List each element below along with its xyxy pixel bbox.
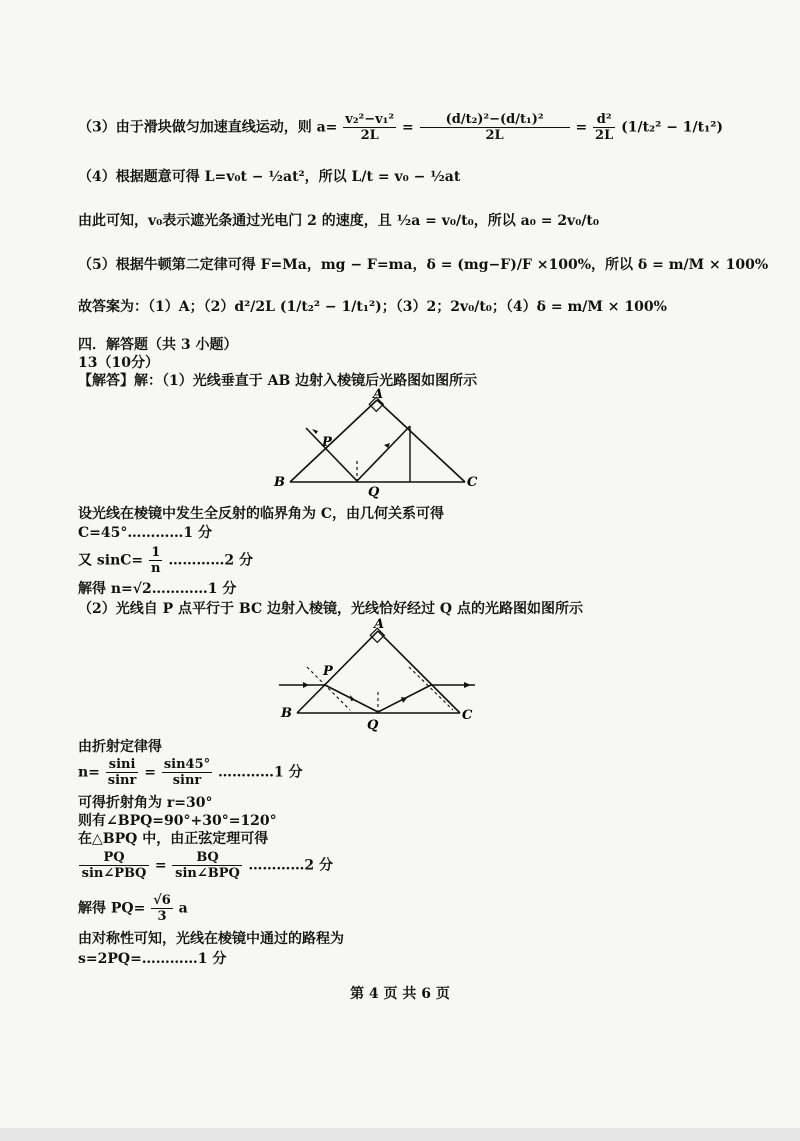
frac-dt-num: (d/t₂)²−(d/t₁)² xyxy=(420,112,570,128)
vertex-a-label-2: A xyxy=(374,617,385,632)
vertex-b-label-2: B xyxy=(281,706,292,721)
frac-1-n-num: 1 xyxy=(149,545,162,561)
frac-pq-den: sin∠PBQ xyxy=(81,866,147,881)
frac-sini xyxy=(106,757,139,788)
page-footer: 第 4 页 共 6 页 xyxy=(350,986,450,1002)
frac-dt xyxy=(420,112,570,143)
frac-sini-den: sinr xyxy=(107,773,137,788)
vertex-c-label: C xyxy=(467,475,478,490)
para-part2: （2）光线自 P 点平行于 BC 边射入棱镜，光线恰好经过 Q 点的光路图如图所示 xyxy=(78,601,583,617)
vertex-c-label-2: C xyxy=(462,708,473,723)
answer-tag: 【解答】 xyxy=(78,373,134,389)
frac-1-n-den: n xyxy=(151,561,161,576)
line-part5: （5）根据牛顿第二定律可得 F=Ma，mg − F=ma，δ = (mg−F)/F ×100%，所以 δ = m/M × 100% xyxy=(78,257,769,273)
frac-v-num: v₂²−v₁² xyxy=(345,112,395,127)
frac-root6 xyxy=(151,893,173,924)
line-part3 xyxy=(78,112,723,143)
para-refraction-law: 由折射定律得 xyxy=(78,739,162,755)
para-sine-law: 在△BPQ 中，由正弦定理可得 xyxy=(78,831,269,847)
point-q-label-2: Q xyxy=(367,718,379,733)
point-p-label-2: P xyxy=(323,664,333,679)
bottom-band xyxy=(0,1128,800,1141)
frac-v xyxy=(343,112,396,143)
pq-prefix: 解得 PQ= xyxy=(78,900,146,917)
frac-d2-den: 2L xyxy=(595,128,614,143)
frac-sin45-den: sinr xyxy=(172,773,202,788)
part3-tail: (1/t₂² − 1/t₁²) xyxy=(621,119,724,136)
sine-equals: = xyxy=(154,857,167,874)
equals-2: = xyxy=(575,119,588,136)
frac-v-den: 2L xyxy=(360,128,379,143)
snell-equals: = xyxy=(144,764,156,781)
frac-sini-num: sini xyxy=(106,757,139,773)
frac-bq-den: sin∠BPQ xyxy=(175,866,240,881)
frac-pq-num: PQ xyxy=(79,850,149,866)
prism-figure-1 xyxy=(270,388,490,500)
para-c45: C=45°…………1 分 xyxy=(78,525,212,541)
snell-score: …………1 分 xyxy=(218,764,303,781)
frac-sin45 xyxy=(162,757,212,788)
para-critical-angle: 设光线在棱镜中发生全反射的临界角为 C，由几何关系可得 xyxy=(78,506,445,522)
para-n-result: 解得 n=√2…………1 分 xyxy=(78,581,237,597)
para-sine-eq xyxy=(78,850,333,881)
sinc-prefix: 又 sinC= xyxy=(78,552,144,569)
frac-1-n xyxy=(149,545,162,576)
snell-prefix: n= xyxy=(78,764,100,781)
point-p-label: P xyxy=(322,435,332,450)
frac-sin45-num: sin45° xyxy=(163,757,211,772)
para-pq-result xyxy=(78,893,188,924)
prism-figure-2 xyxy=(275,615,495,735)
para-angle-bpq: 则有∠BPQ=90°+30°=120° xyxy=(78,813,277,829)
answer-text-1: 解：（1）光线垂直于 AB 边射入棱镜后光路图如图所示 xyxy=(134,373,478,389)
line-derivation: 由此可知，v₀表示遮光条通过光电门 2 的速度，且 ½a = v₀/t₀，所以 a₀ = 2v₀/t₀ xyxy=(78,213,600,229)
frac-dt-den: 2L xyxy=(485,128,504,143)
line-part4: （4）根据题意可得 L=v₀t − ½at²，所以 L/t = v₀ − ½at xyxy=(78,169,461,185)
line-answers: 故答案为：（1）A；（2）d²/2L (1/t₂² − 1/t₁²)；（3）2；2v₀/t₀；（4）δ = m/M × 100% xyxy=(78,299,667,315)
frac-root6-num: √6 xyxy=(153,893,171,908)
frac-pq xyxy=(79,850,149,881)
question-number: 13（10分） xyxy=(78,355,159,371)
part3-prefix: （3）由于滑块做匀加速直线运动，则 a= xyxy=(78,119,338,136)
sine-score: …………2 分 xyxy=(248,857,333,874)
para-sinc xyxy=(78,545,253,576)
frac-d2 xyxy=(593,112,615,143)
para-path-length: s=2PQ=…………1 分 xyxy=(78,951,227,967)
frac-root6-den: 3 xyxy=(157,909,167,924)
point-q-label: Q xyxy=(368,485,380,500)
vertex-b-label: B xyxy=(274,475,285,490)
section-heading: 四．解答题（共 3 小题） xyxy=(78,337,238,353)
equals-1: = xyxy=(401,119,414,136)
frac-bq-num: BQ xyxy=(172,850,242,866)
para-r30: 可得折射角为 r=30° xyxy=(78,795,213,811)
pq-suffix: a xyxy=(178,900,188,917)
vertex-a-label: A xyxy=(373,388,384,402)
para-symmetry: 由对称性可知，光线在棱镜中通过的路程为 xyxy=(78,931,344,947)
frac-bq xyxy=(172,850,242,881)
sinc-score: …………2 分 xyxy=(168,552,253,569)
para-snell xyxy=(78,757,303,788)
frac-d2-num: d² xyxy=(593,112,615,128)
